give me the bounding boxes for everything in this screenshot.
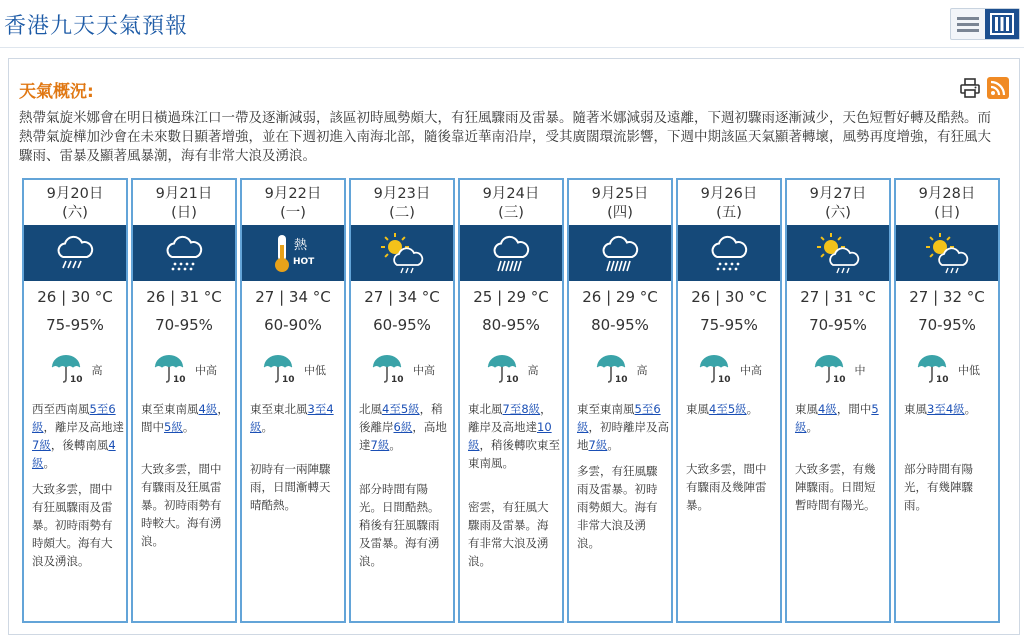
wind-force-link[interactable]: 7級 — [32, 438, 51, 452]
sun-showers-icon — [787, 225, 889, 281]
svg-text:10: 10 — [936, 375, 949, 384]
umbrella-icon — [593, 352, 633, 388]
weekday-label: (日) — [171, 205, 197, 221]
list-view-button[interactable] — [951, 9, 985, 39]
wind-text: ，後轉南風 — [50, 438, 109, 452]
humidity-range: 70-95% — [155, 316, 213, 334]
sun-showers-icon — [896, 225, 998, 281]
wind-text: 。 — [806, 420, 818, 434]
rss-icon[interactable] — [987, 77, 1009, 99]
wind-force-link[interactable]: 7級 — [588, 438, 608, 452]
wind-text: 。 — [964, 402, 977, 416]
day-card — [458, 178, 564, 623]
rain-probability — [787, 352, 889, 388]
day-date — [678, 185, 780, 223]
weather-description: 初時有一兩陣驟雨，日間漸轉天晴酷熱。 — [250, 462, 331, 512]
day-date — [351, 185, 453, 223]
weekday-label: (一) — [280, 205, 306, 221]
print-icon[interactable] — [959, 77, 981, 99]
temperature-range: 27 | 32 °C — [909, 288, 985, 306]
weekday-label: (五) — [716, 205, 742, 221]
day-card — [349, 178, 455, 623]
rain-probability-label: 高 — [91, 364, 103, 377]
grid-view-button[interactable] — [985, 9, 1019, 39]
wind-text: 東至東北風 — [250, 402, 308, 416]
rain-probability-label: 中高 — [740, 364, 762, 377]
date-label: 9月26日 — [700, 186, 758, 202]
svg-text:熱: 熱 — [294, 238, 308, 253]
day-date — [242, 185, 344, 223]
wind-forecast — [577, 400, 669, 454]
svg-text:10: 10 — [69, 375, 83, 384]
rain-probability-label: 中高 — [195, 364, 217, 377]
wind-text: ，高地達 — [359, 420, 447, 452]
wind-force-link[interactable]: 3至4級 — [250, 402, 334, 434]
umbrella-icon — [811, 352, 851, 388]
page-title: 香港九天天氣預報 — [4, 14, 189, 39]
situation-summary: 熱帶氣旋米娜會在明日橫過珠江口一帶及逐漸減弱，該區初時風勢頗大，有狂風驟雨及雷暴。隨著米娜減弱及遠離，下週初驟雨逐漸減少，天色短暫好轉及酷熱。而熱帶氣旋樺加沙會在未來數日顯著增強，並在下週初進入南海北部，隨後靠近華南沿岸，受其廣闊環流影響，下週中期該區天氣顯著轉壞，風勢再度增強，有狂風大驟雨、雷暴及顯著風暴潮，海有非常大浪及湧浪。 — [19, 110, 991, 164]
weekday-label: (二) — [389, 205, 415, 221]
wind-text: ，初時離岸及高地 — [577, 420, 669, 452]
wind-forecast — [141, 400, 233, 436]
humidity-range: 75-95% — [700, 316, 758, 334]
svg-text:10: 10 — [173, 375, 186, 384]
wind-forecast — [686, 400, 778, 418]
wind-text: ，離岸及高地達 — [43, 420, 124, 434]
date-label: 9月20日 — [46, 186, 104, 202]
day-date — [460, 185, 562, 223]
forecast-panel — [8, 58, 1020, 635]
date-label: 9月23日 — [373, 186, 431, 202]
weekday-label: (四) — [607, 205, 633, 221]
view-toggle — [950, 8, 1020, 40]
day-date — [787, 185, 889, 223]
humidity-range: 80-95% — [591, 316, 649, 334]
wind-text: 。 — [389, 438, 401, 452]
humidity-range: 80-95% — [482, 316, 540, 334]
svg-text:10: 10 — [391, 375, 404, 384]
list-view-icon — [956, 14, 980, 34]
weather-description: 大致多雲，間中有驟雨及狂風雷暴。初時雨勢有時較大。海有湧浪。 — [141, 462, 222, 548]
wind-force-link[interactable]: 7級 — [370, 438, 390, 452]
wind-force-link[interactable]: 4級 — [818, 402, 837, 416]
rain-probability — [678, 352, 780, 388]
wind-force-link[interactable]: 7至8級 — [502, 402, 541, 416]
date-label: 9月25日 — [591, 186, 649, 202]
umbrella-icon — [260, 352, 300, 388]
rain-probability — [569, 352, 671, 388]
wind-force-link[interactable]: 5級 — [164, 420, 183, 434]
showers-icon — [678, 225, 780, 281]
wind-force-link[interactable]: 3至4級 — [927, 402, 965, 416]
temperature-range: 27 | 31 °C — [800, 288, 876, 306]
umbrella-icon — [696, 352, 736, 388]
wind-forecast — [250, 400, 342, 436]
rain-icon — [24, 225, 126, 281]
day-card — [894, 178, 1000, 623]
weather-description: 大致多雲，間中有驟雨及幾陣雷暴。 — [686, 462, 767, 512]
wind-force-link[interactable]: 4至5級 — [382, 402, 420, 416]
rain-probability-label: 高 — [527, 364, 539, 377]
day-card — [131, 178, 237, 623]
wind-text: 東風 — [795, 402, 818, 416]
wind-text: ，間中 — [141, 402, 229, 434]
showers-icon — [133, 225, 235, 281]
umbrella-icon — [369, 352, 409, 388]
day-card — [567, 178, 673, 623]
heavy-rain-icon — [569, 225, 671, 281]
day-date — [24, 185, 126, 223]
umbrella-icon — [48, 352, 88, 388]
humidity-range: 70-95% — [809, 316, 867, 334]
rain-probability — [896, 352, 998, 388]
panel-tools — [959, 77, 1009, 99]
hot-icon — [242, 225, 344, 281]
humidity-range: 75-95% — [46, 316, 104, 334]
wind-forecast — [468, 400, 560, 472]
weather-description: 大致多雲，間中有狂風驟雨及雷暴。初時雨勢有時頗大。海有大浪及湧浪。 — [32, 482, 113, 568]
svg-text:10: 10 — [282, 375, 295, 384]
weather-description: 大致多雲，有幾陣驟雨。日間短暫時間有陽光。 — [795, 462, 876, 512]
temperature-range: 26 | 31 °C — [146, 288, 222, 306]
wind-text: 西至西南風 — [32, 402, 90, 416]
wind-forecast — [32, 400, 124, 472]
day-date — [569, 185, 671, 223]
wind-force-link[interactable]: 4級 — [198, 402, 218, 416]
date-label: 9月24日 — [482, 186, 540, 202]
wind-text: 東風 — [686, 402, 709, 416]
humidity-range: 60-95% — [373, 316, 431, 334]
wind-text: 。 — [182, 420, 195, 434]
temperature-range: 27 | 34 °C — [255, 288, 331, 306]
wind-text: 。 — [746, 402, 759, 416]
day-card — [676, 178, 782, 623]
weekday-label: (日) — [934, 205, 960, 221]
wind-text: 東風 — [904, 402, 927, 416]
wind-text: ，稍後離岸 — [359, 402, 443, 434]
wind-force-link[interactable]: 4級 — [32, 438, 116, 470]
humidity-range: 60-90% — [264, 316, 322, 334]
wind-text: 東至東南風 — [141, 402, 199, 416]
weather-description: 部分時間有陽光。日間酷熱。稍後有狂風驟雨及雷暴。海有湧浪。 — [359, 482, 440, 568]
rain-probability — [24, 352, 126, 388]
umbrella-icon — [484, 352, 524, 388]
wind-text: 。 — [607, 438, 619, 452]
umbrella-icon — [151, 352, 191, 388]
temperature-range: 27 | 34 °C — [364, 288, 440, 306]
svg-text:10: 10 — [505, 375, 519, 384]
wind-force-link[interactable]: 5至6級 — [577, 402, 661, 434]
temperature-range: 26 | 30 °C — [37, 288, 113, 306]
heavy-rain-icon — [460, 225, 562, 281]
wind-text: 北風 — [359, 402, 382, 416]
temperature-range: 25 | 29 °C — [473, 288, 549, 306]
wind-forecast — [359, 400, 451, 454]
day-card — [785, 178, 891, 623]
wind-force-link[interactable]: 5級 — [795, 402, 879, 434]
weather-description: 部分時間有陽光，有幾陣驟雨。 — [904, 462, 973, 512]
rain-probability — [133, 352, 235, 388]
weekday-label: (六) — [62, 205, 88, 221]
umbrella-icon — [914, 352, 954, 388]
rain-probability-label: 中低 — [304, 364, 326, 377]
general-situation-heading: 天氣概況: — [19, 82, 94, 102]
day-date — [896, 185, 998, 223]
svg-text:10: 10 — [614, 375, 628, 384]
temperature-range: 26 | 29 °C — [582, 288, 658, 306]
weekday-label: (三) — [498, 205, 524, 221]
wind-force-link[interactable]: 5至6級 — [32, 402, 116, 434]
rain-probability — [242, 352, 344, 388]
rain-probability — [351, 352, 453, 388]
humidity-range: 70-95% — [918, 316, 976, 334]
temperature-range: 26 | 30 °C — [691, 288, 767, 306]
wind-forecast — [904, 400, 996, 418]
wind-text: ，間中 — [836, 402, 872, 416]
top-bar — [0, 0, 1024, 48]
day-card — [22, 178, 128, 623]
grid-view-icon — [990, 13, 1014, 35]
svg-text:10: 10 — [832, 375, 846, 384]
wind-force-link[interactable]: 4至5級 — [709, 402, 747, 416]
rain-probability-label: 中低 — [958, 364, 980, 377]
wind-text: 東北風 — [468, 402, 503, 416]
rain-probability-label: 中 — [854, 364, 866, 377]
svg-text:HOT: HOT — [293, 257, 315, 267]
weather-description: 密雲，有狂風大驟雨及雷暴。海有非常大浪及湧浪。 — [468, 500, 549, 568]
date-label: 9月28日 — [918, 186, 976, 202]
weather-description: 多雲，有狂風驟雨及雷暴。初時雨勢頗大。海有非常大浪及湧浪。 — [577, 464, 658, 550]
weekday-label: (六) — [825, 205, 851, 221]
rain-probability — [460, 352, 562, 388]
date-label: 9月27日 — [809, 186, 867, 202]
forecast-days — [22, 178, 1004, 623]
wind-text: ，稍後轉吹東至東南風。 — [468, 438, 560, 470]
wind-force-link[interactable]: 10級 — [468, 420, 552, 452]
date-label: 9月22日 — [264, 186, 322, 202]
wind-text: 。 — [43, 456, 55, 470]
date-label: 9月21日 — [155, 186, 213, 202]
day-card — [240, 178, 346, 623]
sun-showers-icon — [351, 225, 453, 281]
rain-probability-label: 高 — [636, 364, 648, 377]
wind-text: ，離岸及高地達 — [468, 402, 552, 434]
day-date — [133, 185, 235, 223]
rain-probability-label: 中高 — [413, 364, 435, 377]
svg-text:10: 10 — [718, 375, 731, 384]
wind-force-link[interactable]: 6級 — [393, 420, 413, 434]
wind-text: 東至東南風 — [577, 402, 635, 416]
wind-forecast — [795, 400, 887, 436]
wind-text: 。 — [261, 420, 273, 434]
